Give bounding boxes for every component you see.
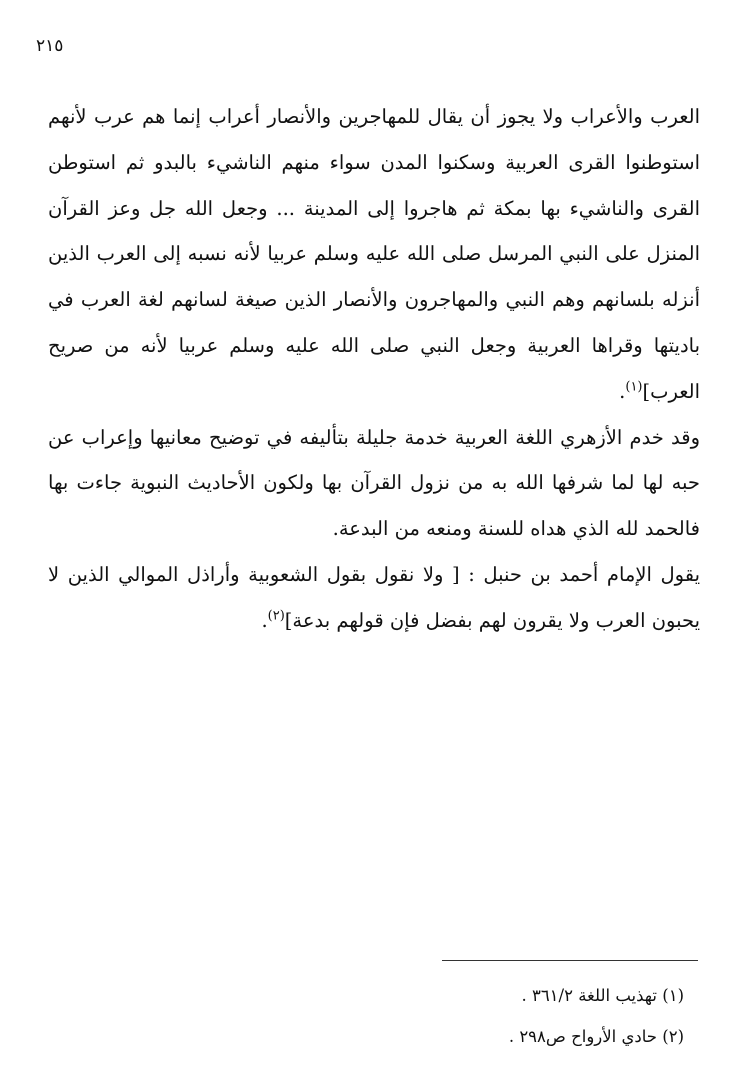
footnotes — [284, 975, 684, 1057]
paragraph-3 — [48, 552, 700, 644]
footnote-separator — [442, 960, 698, 961]
paragraph-3-suffix: . — [261, 608, 268, 632]
paragraph-1-text: العرب والأعراب ولا يجوز أن يقال للمهاجرين والأنصار أعراب إنما هم عرب لأنهم استوطنوا القرى العربية وسكنوا المدن سواء منهم الناشيء بالبدو ثم استوطن القرى والناشيء بها بمكة ثم هاجروا إلى المدينة ... وجعل الله جل وعز القرآن المنزل على النبي المرسل صلى الله عليه وسلم عربيا لأنه نسبه إلى العرب الذين أنزله بلسانهم وهم النبي والمهاجرون والأنصار الذين صيغة لسانهم لغة العرب في باديتها وقراها العربية وجعل النبي صلى الله عليه وسلم عربيا لأنه من صريح العرب] — [48, 105, 700, 403]
footnote-2: (٢) حادي الأرواح ص٢٩٨ . — [508, 1027, 684, 1046]
footnote-1: (١) تهذيب اللغة ٣٦١/٢ . — [521, 986, 684, 1005]
paragraph-1-suffix: . — [619, 379, 626, 403]
paragraph-1 — [48, 94, 700, 415]
paragraph-2 — [48, 415, 700, 552]
page-number: ٢١٥ — [36, 36, 64, 56]
footnote-ref-2: (٢) — [267, 608, 285, 624]
paragraph-3-text: يقول الإمام أحمد بن حنبل : [ ولا نقول بقول الشعوبية وأراذل الموالي الذين لا يحبون العرب ولا يقرون لهم بفضل فإن قولهم بدعة] — [48, 562, 700, 632]
footnote-ref-1: (١) — [625, 379, 643, 395]
body-text — [48, 94, 700, 644]
paragraph-2-text: وقد خدم الأزهري اللغة العربية خدمة جليلة بتأليفه في توضيح معانيها وإعراب عن حبه لها لما شرفها الله به من نزول القرآن بها ولكون الأحاديث النبوية جاءت بها فالحمد لله الذي هداه للسنة ومنعه من البدعة. — [48, 425, 700, 541]
